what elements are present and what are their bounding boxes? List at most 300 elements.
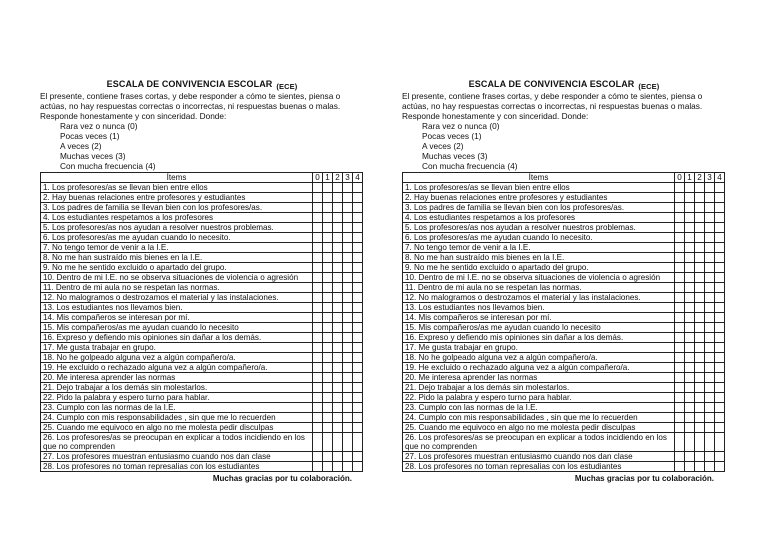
score-cell[interactable] (675, 303, 685, 313)
score-cell[interactable] (353, 223, 363, 233)
score-cell[interactable] (705, 193, 715, 203)
score-cell[interactable] (333, 343, 343, 353)
score-cell[interactable] (323, 233, 333, 243)
score-cell[interactable] (695, 233, 705, 243)
score-cell[interactable] (705, 423, 715, 433)
survey-form-left (40, 79, 364, 484)
rating-scale-legend (402, 121, 726, 171)
score-cell[interactable] (695, 333, 705, 343)
score-cell[interactable] (323, 193, 333, 203)
score-cell[interactable] (313, 183, 323, 193)
score-cell[interactable] (323, 373, 333, 383)
score-column-header: 1 (685, 173, 695, 183)
score-cell[interactable] (333, 393, 343, 403)
score-cell[interactable] (715, 303, 725, 313)
score-cell[interactable] (313, 253, 323, 263)
score-cell[interactable] (343, 273, 353, 283)
score-cell[interactable] (343, 373, 353, 383)
score-cell[interactable] (695, 253, 705, 263)
score-cell[interactable] (353, 203, 363, 213)
score-cell[interactable] (353, 263, 363, 273)
score-cell[interactable] (705, 323, 715, 333)
score-cell[interactable] (333, 303, 343, 313)
score-cell[interactable] (333, 433, 343, 452)
score-cell[interactable] (343, 283, 353, 293)
score-cell[interactable] (715, 223, 725, 233)
rating-scale-legend (40, 121, 364, 171)
score-cell[interactable] (675, 423, 685, 433)
score-cell[interactable] (323, 253, 333, 263)
score-cell[interactable] (353, 452, 363, 462)
table-row (41, 343, 363, 353)
score-cell[interactable] (333, 213, 343, 223)
score-cell[interactable] (685, 213, 695, 223)
table-row (41, 213, 363, 223)
score-cell[interactable] (715, 313, 725, 323)
score-cell[interactable] (343, 343, 353, 353)
score-cell[interactable] (695, 433, 705, 452)
score-cell[interactable] (323, 313, 333, 323)
score-cell[interactable] (333, 273, 343, 283)
score-cell[interactable] (685, 203, 695, 213)
score-cell[interactable] (675, 363, 685, 373)
score-cell[interactable] (715, 333, 725, 343)
score-cell[interactable] (353, 383, 363, 393)
score-cell[interactable] (343, 393, 353, 403)
score-cell[interactable] (353, 243, 363, 253)
score-cell[interactable] (705, 313, 715, 323)
score-cell[interactable] (695, 343, 705, 353)
score-cell[interactable] (705, 223, 715, 233)
score-cell[interactable] (333, 423, 343, 433)
score-cell[interactable] (333, 373, 343, 383)
score-cell[interactable] (333, 313, 343, 323)
score-cell[interactable] (685, 223, 695, 233)
score-cell[interactable] (715, 183, 725, 193)
score-cell[interactable] (353, 423, 363, 433)
score-cell[interactable] (715, 433, 725, 452)
score-cell[interactable] (343, 413, 353, 423)
score-cell[interactable] (353, 233, 363, 243)
score-cell[interactable] (705, 183, 715, 193)
score-cell[interactable] (675, 283, 685, 293)
score-column-header: 2 (333, 173, 343, 183)
score-cell[interactable] (313, 452, 323, 462)
score-cell[interactable] (333, 223, 343, 233)
score-cell[interactable] (685, 343, 695, 353)
score-cell[interactable] (313, 223, 323, 233)
score-cell[interactable] (333, 283, 343, 293)
score-cell[interactable] (715, 243, 725, 253)
score-cell[interactable] (705, 433, 715, 452)
score-cell[interactable] (343, 353, 353, 363)
score-cell[interactable] (333, 293, 343, 303)
score-cell[interactable] (705, 462, 715, 472)
score-cell[interactable] (685, 293, 695, 303)
score-cell[interactable] (353, 373, 363, 383)
score-cell[interactable] (323, 423, 333, 433)
score-cell[interactable] (313, 313, 323, 323)
item-text: 1. Los profesores/as se llevan bien entre ellos (41, 183, 313, 193)
score-cell[interactable] (695, 452, 705, 462)
score-cell[interactable] (685, 452, 695, 462)
thanks-note: Muchas gracias por tu colaboración. (574, 474, 714, 483)
score-cell[interactable] (685, 183, 695, 193)
score-cell[interactable] (675, 333, 685, 343)
score-cell[interactable] (675, 253, 685, 263)
score-cell[interactable] (675, 183, 685, 193)
score-cell[interactable] (675, 273, 685, 283)
score-cell[interactable] (695, 223, 705, 233)
score-cell[interactable] (353, 433, 363, 452)
score-cell[interactable] (675, 403, 685, 413)
score-cell[interactable] (323, 393, 333, 403)
score-cell[interactable] (323, 333, 333, 343)
score-cell[interactable] (323, 293, 333, 303)
score-cell[interactable] (715, 253, 725, 263)
score-cell[interactable] (685, 353, 695, 363)
score-cell[interactable] (685, 303, 695, 313)
score-cell[interactable] (715, 373, 725, 383)
score-cell[interactable] (715, 383, 725, 393)
score-cell[interactable] (313, 213, 323, 223)
score-cell[interactable] (695, 293, 705, 303)
score-cell[interactable] (333, 403, 343, 413)
score-cell[interactable] (685, 423, 695, 433)
score-cell[interactable] (333, 353, 343, 363)
score-cell[interactable] (343, 243, 353, 253)
score-cell[interactable] (695, 413, 705, 423)
score-cell[interactable] (715, 403, 725, 413)
table-row (403, 233, 725, 243)
score-cell[interactable] (353, 213, 363, 223)
score-cell[interactable] (323, 303, 333, 313)
score-cell[interactable] (685, 383, 695, 393)
score-cell[interactable] (343, 383, 353, 393)
score-cell[interactable] (705, 452, 715, 462)
score-cell[interactable] (705, 213, 715, 223)
score-cell[interactable] (313, 413, 323, 423)
score-cell[interactable] (705, 353, 715, 363)
score-cell[interactable] (705, 203, 715, 213)
score-cell[interactable] (343, 333, 353, 343)
table-row (41, 393, 363, 403)
score-cell[interactable] (675, 223, 685, 233)
score-cell[interactable] (323, 343, 333, 353)
score-cell[interactable] (353, 343, 363, 353)
score-cell[interactable] (685, 462, 695, 472)
item-text: 28. Los profesores no toman represalias con los estudiantes (41, 462, 313, 472)
score-cell[interactable] (705, 263, 715, 273)
score-cell[interactable] (685, 193, 695, 203)
score-cell[interactable] (323, 413, 333, 423)
score-cell[interactable] (715, 193, 725, 203)
score-cell[interactable] (353, 273, 363, 283)
score-cell[interactable] (715, 283, 725, 293)
score-cell[interactable] (715, 393, 725, 403)
score-cell[interactable] (333, 333, 343, 343)
score-cell[interactable] (353, 462, 363, 472)
score-cell[interactable] (343, 313, 353, 323)
score-cell[interactable] (313, 403, 323, 413)
score-cell[interactable] (323, 263, 333, 273)
score-cell[interactable] (715, 323, 725, 333)
score-cell[interactable] (695, 193, 705, 203)
score-cell[interactable] (705, 253, 715, 263)
score-cell[interactable] (695, 353, 705, 363)
score-cell[interactable] (705, 233, 715, 243)
score-cell[interactable] (353, 403, 363, 413)
score-cell[interactable] (685, 403, 695, 413)
score-cell[interactable] (313, 323, 323, 333)
score-cell[interactable] (313, 193, 323, 203)
score-cell[interactable] (343, 403, 353, 413)
score-cell[interactable] (675, 323, 685, 333)
score-cell[interactable] (705, 413, 715, 423)
score-cell[interactable] (705, 243, 715, 253)
score-cell[interactable] (313, 293, 323, 303)
score-cell[interactable] (353, 253, 363, 263)
score-cell[interactable] (343, 203, 353, 213)
score-cell[interactable] (333, 183, 343, 193)
score-cell[interactable] (333, 383, 343, 393)
score-cell[interactable] (685, 243, 695, 253)
score-cell[interactable] (695, 403, 705, 413)
score-cell[interactable] (333, 413, 343, 423)
score-cell[interactable] (353, 323, 363, 333)
score-cell[interactable] (695, 383, 705, 393)
score-cell[interactable] (343, 303, 353, 313)
score-cell[interactable] (333, 452, 343, 462)
score-cell[interactable] (353, 283, 363, 293)
score-cell[interactable] (685, 373, 695, 383)
score-cell[interactable] (685, 313, 695, 323)
score-cell[interactable] (323, 203, 333, 213)
score-cell[interactable] (323, 452, 333, 462)
score-cell[interactable] (343, 323, 353, 333)
score-cell[interactable] (313, 363, 323, 373)
score-cell[interactable] (695, 462, 705, 472)
score-cell[interactable] (685, 253, 695, 263)
score-cell[interactable] (675, 373, 685, 383)
score-cell[interactable] (675, 383, 685, 393)
score-cell[interactable] (313, 393, 323, 403)
table-row (41, 383, 363, 393)
score-cell[interactable] (313, 383, 323, 393)
score-cell[interactable] (715, 353, 725, 363)
score-cell[interactable] (685, 393, 695, 403)
score-cell[interactable] (695, 423, 705, 433)
score-cell[interactable] (705, 373, 715, 383)
score-cell[interactable] (715, 452, 725, 462)
score-cell[interactable] (675, 293, 685, 303)
score-cell[interactable] (313, 373, 323, 383)
score-cell[interactable] (695, 243, 705, 253)
score-cell[interactable] (675, 233, 685, 243)
score-cell[interactable] (695, 323, 705, 333)
score-cell[interactable] (313, 203, 323, 213)
score-cell[interactable] (323, 363, 333, 373)
score-cell[interactable] (695, 283, 705, 293)
score-cell[interactable] (343, 433, 353, 452)
score-cell[interactable] (313, 273, 323, 283)
item-text: 8. No me han sustraído mis bienes en la I.E. (403, 253, 675, 263)
score-cell[interactable] (353, 333, 363, 343)
score-cell[interactable] (695, 273, 705, 283)
score-cell[interactable] (685, 413, 695, 423)
score-cell[interactable] (675, 452, 685, 462)
score-cell[interactable] (343, 213, 353, 223)
score-cell[interactable] (353, 313, 363, 323)
score-cell[interactable] (705, 333, 715, 343)
form-title (402, 79, 726, 90)
score-cell[interactable] (685, 333, 695, 343)
score-cell[interactable] (323, 323, 333, 333)
score-cell[interactable] (675, 343, 685, 353)
score-cell[interactable] (675, 213, 685, 223)
score-cell[interactable] (323, 383, 333, 393)
score-cell[interactable] (675, 313, 685, 323)
score-cell[interactable] (705, 293, 715, 303)
score-cell[interactable] (675, 263, 685, 273)
score-cell[interactable] (695, 183, 705, 193)
score-cell[interactable] (313, 433, 323, 452)
score-cell[interactable] (715, 293, 725, 303)
score-cell[interactable] (333, 233, 343, 243)
score-cell[interactable] (323, 213, 333, 223)
score-cell[interactable] (333, 243, 343, 253)
score-cell[interactable] (695, 203, 705, 213)
score-cell[interactable] (705, 303, 715, 313)
score-cell[interactable] (695, 213, 705, 223)
score-cell[interactable] (353, 353, 363, 363)
score-cell[interactable] (685, 233, 695, 243)
score-cell[interactable] (715, 233, 725, 243)
score-cell[interactable] (675, 193, 685, 203)
survey-form-right (402, 79, 726, 484)
score-cell[interactable] (313, 243, 323, 253)
score-cell[interactable] (343, 452, 353, 462)
score-cell[interactable] (695, 303, 705, 313)
table-row (403, 253, 725, 263)
score-cell[interactable] (333, 193, 343, 203)
score-cell[interactable] (313, 423, 323, 433)
score-cell[interactable] (695, 363, 705, 373)
score-cell[interactable] (705, 403, 715, 413)
score-cell[interactable] (353, 183, 363, 193)
score-cell[interactable] (353, 413, 363, 423)
score-column-header: 1 (323, 173, 333, 183)
score-cell[interactable] (353, 393, 363, 403)
score-cell[interactable] (343, 253, 353, 263)
score-cell[interactable] (715, 423, 725, 433)
score-cell[interactable] (323, 243, 333, 253)
score-cell[interactable] (313, 263, 323, 273)
score-cell[interactable] (323, 353, 333, 363)
score-cell[interactable] (695, 393, 705, 403)
score-cell[interactable] (715, 203, 725, 213)
score-cell[interactable] (715, 343, 725, 353)
score-cell[interactable] (353, 303, 363, 313)
score-cell[interactable] (333, 263, 343, 273)
score-cell[interactable] (323, 273, 333, 283)
score-cell[interactable] (313, 462, 323, 472)
score-cell[interactable] (313, 303, 323, 313)
score-cell[interactable] (323, 283, 333, 293)
score-cell[interactable] (675, 413, 685, 423)
score-cell[interactable] (685, 263, 695, 273)
score-cell[interactable] (323, 183, 333, 193)
score-cell[interactable] (715, 413, 725, 423)
score-cell[interactable] (705, 283, 715, 293)
score-cell[interactable] (715, 462, 725, 472)
score-cell[interactable] (323, 403, 333, 413)
score-cell[interactable] (343, 293, 353, 303)
score-cell[interactable] (695, 313, 705, 323)
score-cell[interactable] (705, 393, 715, 403)
score-cell[interactable] (343, 462, 353, 472)
score-cell[interactable] (323, 223, 333, 233)
score-cell[interactable] (333, 462, 343, 472)
score-cell[interactable] (685, 323, 695, 333)
score-cell[interactable] (685, 363, 695, 373)
score-cell[interactable] (313, 283, 323, 293)
score-cell[interactable] (705, 343, 715, 353)
score-cell[interactable] (705, 273, 715, 283)
item-text: 27. Los profesores muestran entusiasmo cuando nos dan clase (403, 452, 675, 462)
score-cell[interactable] (715, 363, 725, 373)
form-title-tag: (ECE) (276, 82, 298, 91)
score-cell[interactable] (695, 263, 705, 273)
score-cell[interactable] (343, 183, 353, 193)
score-cell[interactable] (333, 203, 343, 213)
score-cell[interactable] (675, 393, 685, 403)
score-cell[interactable] (685, 273, 695, 283)
score-cell[interactable] (343, 223, 353, 233)
score-cell[interactable] (313, 343, 323, 353)
score-cell[interactable] (685, 433, 695, 452)
score-cell[interactable] (323, 462, 333, 472)
score-cell[interactable] (353, 193, 363, 203)
score-cell[interactable] (343, 193, 353, 203)
score-cell[interactable] (323, 433, 333, 452)
score-cell[interactable] (333, 253, 343, 263)
score-cell[interactable] (705, 383, 715, 393)
score-cell[interactable] (675, 243, 685, 253)
score-cell[interactable] (715, 213, 725, 223)
score-cell[interactable] (685, 283, 695, 293)
score-cell[interactable] (343, 233, 353, 243)
score-cell[interactable] (675, 462, 685, 472)
score-cell[interactable] (353, 293, 363, 303)
score-cell[interactable] (343, 263, 353, 273)
score-cell[interactable] (333, 363, 343, 373)
score-cell[interactable] (715, 273, 725, 283)
score-cell[interactable] (343, 363, 353, 373)
score-cell[interactable] (695, 373, 705, 383)
score-cell[interactable] (715, 263, 725, 273)
score-cell[interactable] (705, 363, 715, 373)
score-cell[interactable] (343, 423, 353, 433)
score-cell[interactable] (675, 203, 685, 213)
score-cell[interactable] (333, 323, 343, 333)
score-cell[interactable] (675, 353, 685, 363)
score-cell[interactable] (313, 333, 323, 343)
score-cell[interactable] (675, 433, 685, 452)
score-cell[interactable] (313, 353, 323, 363)
score-cell[interactable] (313, 233, 323, 243)
score-cell[interactable] (353, 363, 363, 373)
